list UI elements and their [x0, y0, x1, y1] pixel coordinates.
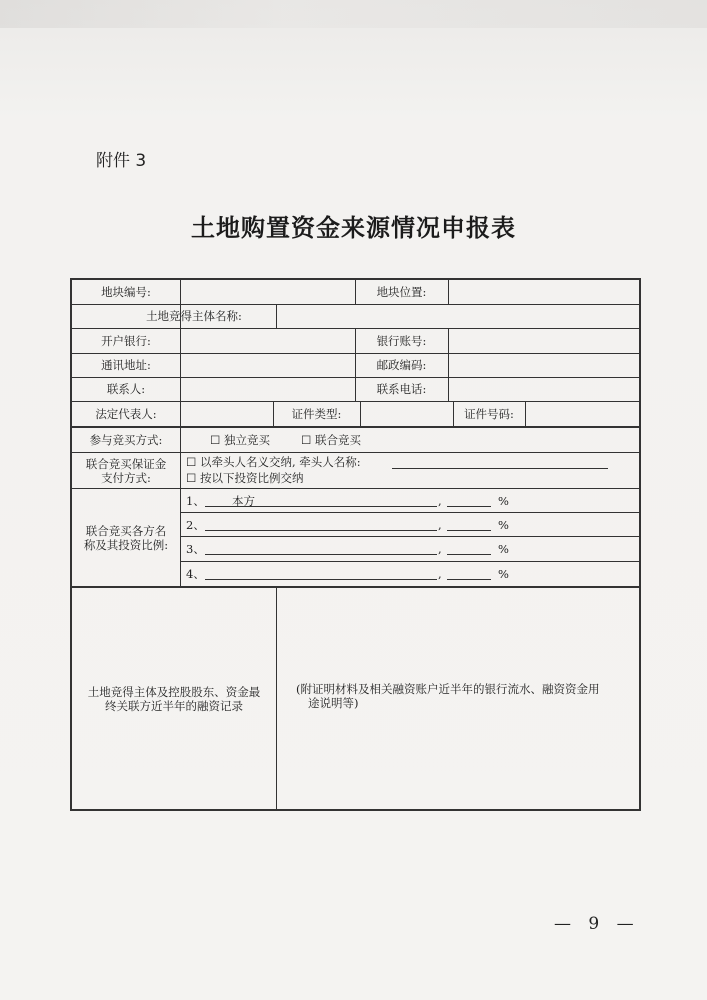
party-name[interactable] — [232, 513, 292, 537]
postcode-field[interactable] — [449, 353, 639, 377]
independent-bid-checkbox[interactable]: ☐ 独立竞买 — [210, 432, 270, 447]
party-ratio-underline[interactable] — [447, 554, 491, 555]
party-number: 1、 — [186, 494, 205, 508]
id-no-field[interactable] — [526, 401, 639, 426]
party-number: 3、 — [186, 542, 205, 556]
phone-field[interactable] — [449, 377, 639, 401]
lead-payment-checkbox[interactable]: ☐ 以牵头人名义交纳, 牵头人名称: — [186, 455, 361, 469]
id-type-label: 证件类型: — [291, 406, 342, 421]
plot-location-field[interactable] — [449, 280, 639, 304]
col-line — [276, 586, 277, 811]
bank-label: 开户银行: — [101, 333, 151, 348]
party-percent: % — [498, 494, 509, 508]
party-comma: , — [438, 542, 442, 556]
party-number: 2、 — [186, 518, 205, 532]
party-name-underline[interactable] — [205, 554, 437, 555]
phone-label: 联系电话: — [376, 382, 427, 396]
id-no-label: 证件号码: — [464, 406, 514, 421]
plot-no-label: 地块编号: — [101, 285, 151, 299]
financing-note-line2: 途说明等) — [308, 696, 359, 710]
party-ratio-underline[interactable] — [447, 579, 491, 580]
attachment-label: 附件 3 — [96, 151, 147, 171]
party-percent: % — [498, 518, 509, 532]
parties-label-line1: 联合竞买各方名 — [85, 523, 167, 538]
id-type-field[interactable] — [361, 401, 453, 426]
bid-mode-label: 参与竞买方式: — [89, 432, 163, 447]
deposit-label-line1: 联合竞买保证金 — [85, 456, 167, 471]
financing-label — [72, 587, 276, 811]
page-number: — 9 — — [554, 914, 640, 934]
postcode-label: 邮政编码: — [376, 358, 427, 372]
lead-name-underline[interactable] — [392, 468, 608, 469]
ratio-payment-checkbox[interactable]: ☐ 按以下投资比例交纳 — [186, 471, 304, 485]
deposit-label-line2: 支付方式: — [101, 470, 151, 485]
bank-field[interactable] — [181, 328, 355, 353]
party-percent: % — [498, 542, 509, 556]
party-name-underline[interactable] — [205, 579, 437, 580]
bank-account-label: 银行账号: — [376, 333, 427, 348]
financing-note-line1: (附证明材料及相关融资账户近半年的银行流水、融资资金用 — [296, 682, 600, 696]
bank-account-field[interactable] — [449, 328, 639, 353]
contact-field[interactable] — [181, 377, 355, 401]
address-label: 通讯地址: — [101, 358, 151, 372]
financing-note[interactable] — [296, 678, 636, 714]
party-comma: , — [438, 494, 442, 508]
col-line — [180, 426, 181, 586]
party-name-underline[interactable] — [205, 530, 437, 531]
address-field[interactable] — [181, 353, 355, 377]
party-name[interactable] — [232, 537, 292, 561]
party-name[interactable] — [232, 562, 292, 586]
financing-label-line2: 终关联方近半年的融资记录 — [105, 699, 243, 713]
party-name[interactable]: 本方 — [232, 494, 255, 508]
party-number: 4、 — [186, 567, 205, 581]
party-comma: , — [438, 518, 442, 532]
party-name-underline[interactable] — [205, 506, 437, 507]
page-title: 土地购置资金来源情况申报表 — [191, 214, 516, 242]
bidder-name-label: 土地竞得主体名称: — [146, 309, 242, 323]
deposit-label — [72, 453, 180, 488]
scan-shadow — [0, 0, 707, 28]
legal-rep-field[interactable] — [181, 401, 273, 426]
plot-no-field[interactable] — [181, 280, 355, 304]
plot-location-label: 地块位置: — [376, 285, 427, 299]
party-ratio-underline[interactable] — [447, 506, 491, 507]
financing-label-line1: 土地竞得主体及控股股东、资金最 — [87, 685, 261, 699]
parties-label — [72, 489, 180, 586]
legal-rep-label: 法定代表人: — [95, 406, 157, 421]
party-percent: % — [498, 567, 509, 581]
declaration-form — [70, 278, 641, 811]
joint-bid-checkbox[interactable]: ☐ 联合竞买 — [301, 432, 361, 447]
contact-label: 联系人: — [106, 382, 146, 396]
party-ratio-underline[interactable] — [447, 530, 491, 531]
party-comma: , — [438, 567, 442, 581]
parties-label-line2: 称及其投资比例: — [83, 537, 169, 552]
bidder-name-field[interactable] — [277, 304, 639, 328]
